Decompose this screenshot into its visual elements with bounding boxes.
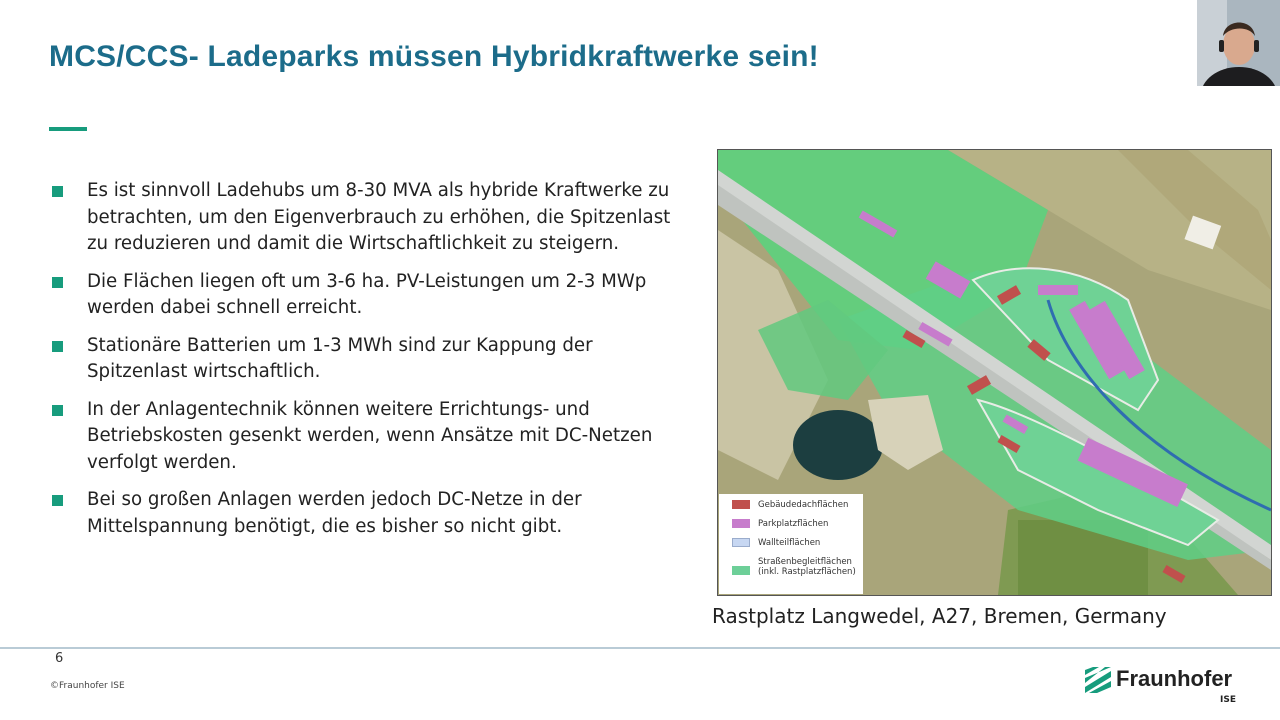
map-caption: Rastplatz Langwedel, A27, Bremen, Germany: [712, 604, 1167, 628]
bullet-list: [50, 178, 690, 551]
bullet-square-icon: [52, 495, 63, 506]
legend-swatch: [732, 538, 750, 547]
legend-item: [732, 519, 828, 529]
map-legend: [719, 494, 863, 594]
bullet-item: [50, 333, 690, 386]
bullet-item: [50, 269, 690, 322]
legend-label: Parkplatzflächen: [758, 519, 829, 529]
legend-swatch: [732, 500, 750, 509]
bullet-square-icon: [52, 186, 63, 197]
bullet-square-icon: [52, 405, 63, 416]
bullet-text: Es ist sinnvoll Ladehubs um 8-30 MVA als hybride Kraftwerke zu betrachten, um den Eigenverbrauch zu erhöhen, die Spitzenlast zu reduzieren und damit die Wirtschaftlichkeit zu steigern.: [87, 180, 671, 254]
legend-swatch: [732, 566, 750, 575]
legend-item: [732, 538, 820, 548]
page-number: 6: [55, 651, 64, 666]
bullet-item: [50, 487, 690, 540]
bullet-item: [50, 397, 690, 477]
legend-item: [732, 557, 862, 577]
legend-label: Wallteilflächen: [758, 538, 821, 548]
legend-item: [732, 500, 848, 510]
legend-label: Straßenbegleitflächen (inkl. Rastplatzflächen): [758, 557, 856, 577]
bullet-square-icon: [52, 341, 63, 352]
copyright-text: ©Fraunhofer ISE: [50, 681, 125, 691]
bullet-text: Die Flächen liegen oft um 3-6 ha. PV-Leistungen um 2-3 MWp werden dabei schnell erreicht.: [87, 270, 647, 318]
slide-title: MCS/CCS- Ladeparks müssen Hybridkraftwerke sein!: [49, 40, 819, 73]
bullet-text: In der Anlagentechnik können weitere Errichtungs- und Betriebskosten gesenkt werden, wenn Ansätze mit DC-Netzen verfolgt werden.: [87, 398, 653, 473]
bullet-text: Stationäre Batterien um 1-3 MWh sind zur Kappung der Spitzenlast wirtschaftlich.: [87, 334, 593, 382]
bullet-text: Bei so großen Anlagen werden jedoch DC-Netze in der Mittelspannung benötigt, die es bisher so nicht gibt.: [87, 489, 582, 537]
fraunhofer-mark-icon: [1085, 667, 1111, 693]
logo-name: Fraunhofer: [1116, 666, 1233, 691]
footer-divider: [0, 647, 1280, 649]
logo-sub: ISE: [1220, 695, 1236, 705]
participant-video: [1197, 0, 1280, 86]
bullet-item: [50, 178, 690, 258]
fraunhofer-logo: [1085, 663, 1245, 709]
legend-label: Gebäudedachflächen: [758, 500, 849, 510]
title-accent-line: [49, 127, 87, 131]
bullet-square-icon: [52, 277, 63, 288]
webcam-thumbnail: [1197, 0, 1280, 86]
aerial-map-image: [717, 149, 1272, 596]
legend-swatch: [732, 519, 750, 528]
